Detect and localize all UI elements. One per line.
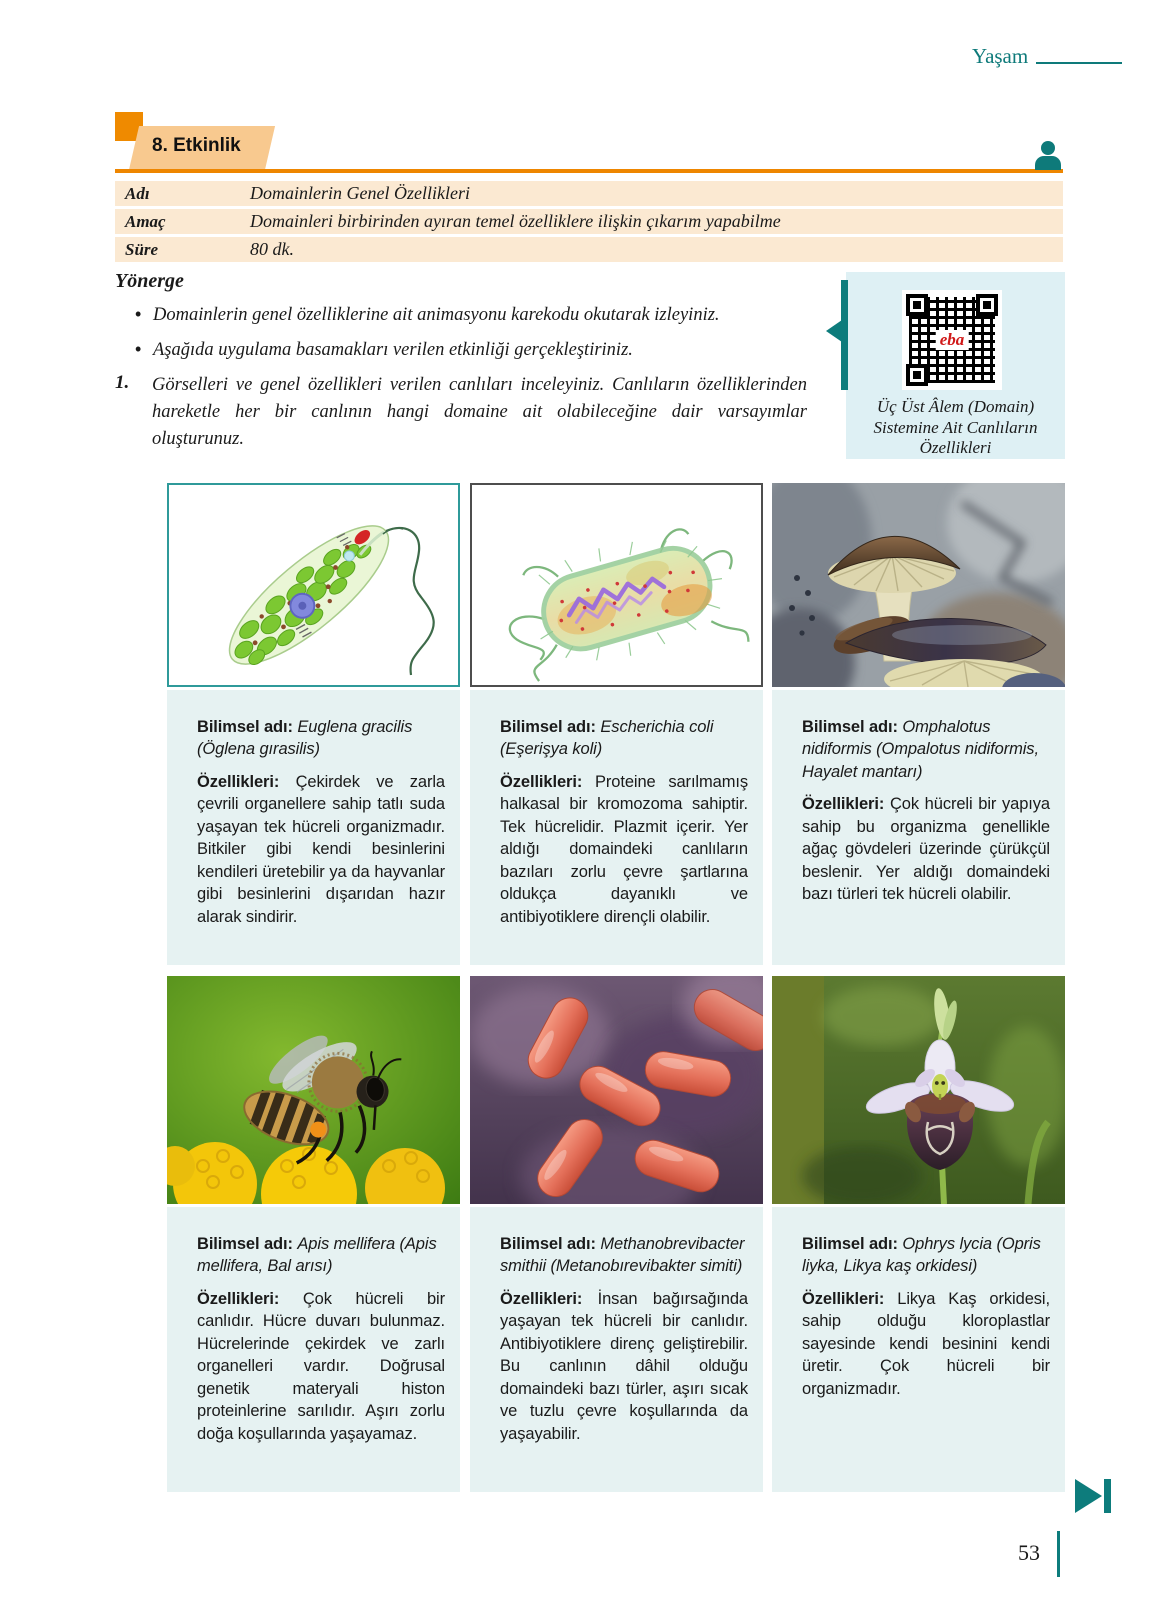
direction-bullet [135, 338, 815, 362]
meta-value: 80 dk. [250, 239, 294, 259]
scientific-name: Bilimsel adı: Euglena gracilis (Öglena gırasilis) [197, 718, 413, 759]
e-coli-illustration [472, 485, 761, 685]
organism-card-bee [167, 1207, 460, 1492]
qr-code-icon [902, 290, 1002, 390]
scientific-name: Bilimsel adı: Ophrys lycia (Opris liyka, Likya kaş orkidesi) [802, 1235, 1041, 1276]
features-text: Özellikleri: Proteine sarılmamış halkasal bir kromozoma sahiptir. Tek hücrelidir. Plazmit içerir. Yer aldığı domaindeki canlıların bazıları zorlu çevre şartlarına oldukça dayanıklı ve antibiyotiklere dirençli olabilir. [500, 772, 748, 926]
organism-card-ecoli [470, 690, 763, 965]
organism-card-fungus [772, 690, 1065, 965]
ghost-fungus-photo [772, 483, 1065, 687]
table-row [115, 237, 1063, 262]
table-row [115, 209, 1063, 234]
bullet-dot: • [135, 304, 142, 324]
scientific-name: Bilimsel adı: Methanobrevibacter smithii (Metanobırevibakter simiti) [500, 1235, 745, 1276]
header-rule [1036, 62, 1122, 64]
qr-panel-accent-bar [841, 280, 848, 390]
orchid-photo [772, 976, 1065, 1204]
directions-title: Yönerge [115, 270, 184, 292]
euglena-image [167, 483, 460, 687]
activity-tab-label: 8. Etkinlik [152, 135, 241, 156]
e-coli-image [470, 483, 763, 687]
direction-bullet [135, 303, 815, 327]
qr-finder [906, 364, 928, 386]
direction-text: Aşağıda uygulama basamakları verilen etkinliği gerçekleştiriniz. [153, 340, 633, 360]
direction-step [115, 372, 807, 452]
table-row [115, 181, 1063, 206]
features-text: Özellikleri: İnsan bağırsağında yaşayan tek hücreli bir canlıdır. Antibiyotiklere direnç geliştirebilir. Bu canlının dâhil olduğu domaindeki bazı türler, aşırı sıcak ve tuzlu çevre koşullarında da yaşayabilir. [500, 1289, 748, 1443]
person-icon [1035, 141, 1061, 171]
next-page-icon [1075, 1479, 1111, 1513]
tab-underline-rule [115, 169, 1063, 173]
organism-card-euglena [167, 690, 460, 965]
ghost-fungus-image [772, 483, 1065, 687]
organism-card-orchid [772, 1207, 1065, 1492]
honeybee-image [167, 976, 460, 1204]
orchid-image [772, 976, 1065, 1204]
scientific-name: Bilimsel adı: Omphalotus nidiformis (Ompalotus nidiformis, Hayalet mantarı) [802, 718, 1039, 781]
chapter-header: Yaşam [972, 44, 1029, 68]
scientific-name: Bilimsel adı: Escherichia coli (Eşerişya koli) [500, 718, 714, 759]
eba-logo: eba [936, 330, 969, 350]
meta-label: Amaç [125, 211, 166, 231]
meta-label: Süre [125, 239, 159, 259]
archaea-illustration [470, 976, 763, 1204]
honeybee-photo [167, 976, 460, 1204]
step-number: 1. [115, 372, 130, 393]
step-text: Görselleri ve genel özellikleri verilen canlıları inceleyiniz. Canlıların özelliklerinden hareketle her bir canlının hangi domaine ait olabileceğine dair varsayımlar oluşturunuz. [152, 375, 807, 449]
meta-value: Domainlerin Genel Özellikleri [250, 183, 470, 203]
meta-value: Domainleri birbirinden ayıran temel özelliklere ilişkin çıkarım yapabilme [250, 211, 781, 231]
meta-label: Adı [125, 183, 150, 203]
qr-finder [906, 294, 928, 316]
direction-text: Domainlerin genel özelliklerine ait animasyonu karekodu okutarak izleyiniz. [153, 305, 720, 325]
features-text: Özellikleri: Çok hücreli bir yapıya sahip bu organizma genellikle ağaç gövdeleri üzerinde çürükçül beslenir. Yer aldığı domaindeki bazı türleri tek hücreli olabilir. [802, 795, 1050, 904]
activity-meta-table [115, 181, 1063, 265]
features-text: Özellikleri: Likya Kaş orkidesi, sahip olduğu kloroplastlar sayesinde kendi besinini kendi üretir. Çok hücreli bir organizmadır. [802, 1289, 1050, 1398]
organism-card-archaea [470, 1207, 763, 1492]
bullet-dot: • [135, 339, 142, 359]
page-number: 53 [1018, 1540, 1040, 1565]
features-text: Özellikleri: Çekirdek ve zarla çevrili organellere sahip tatlı suda yaşayan tek hücreli organizmadır. Bitkiler gibi kendi besinlerini kendileri üretebilir ya da hayvanlar gibi besinlerini dışarıdan hazır alarak sindirir. [197, 772, 445, 926]
page-number-rule [1057, 1531, 1060, 1577]
euglena-illustration [169, 485, 458, 685]
features-text: Özellikleri: Çok hücreli bir canlıdır. Hücre duvarı bulunmaz. Hücrelerinde çekirdek ve zarlı organelleri vardır. Doğrusal genetik materyali histon proteinlerine sarılıdır. Aşırı zorlu doğa koşullarında yaşayamaz. [197, 1289, 445, 1443]
qr-pointer-arrow-icon [826, 320, 842, 342]
archaea-image [470, 976, 763, 1204]
qr-finder [976, 294, 998, 316]
qr-caption: Üç Üst Âlem (Domain) Sistemine Ait Canlıların Özellikleri [873, 397, 1038, 458]
scientific-name: Bilimsel adı: Apis mellifera (Apis mellifera, Bal arısı) [197, 1235, 437, 1276]
